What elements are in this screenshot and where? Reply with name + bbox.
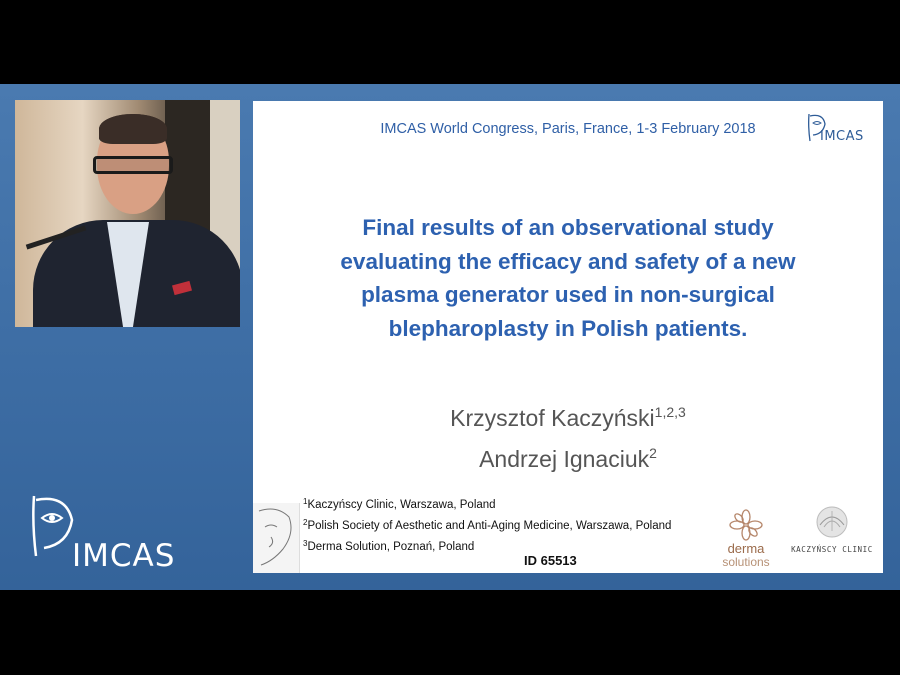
society-logo [253, 503, 300, 573]
author-line [253, 404, 883, 432]
affiliation-text: Polish Society of Aesthetic and Anti-Aging Medicine, Warszawa, Poland [307, 520, 672, 532]
author-affiliation-marks: 2 [649, 445, 657, 461]
affiliation-number: 1 [303, 497, 308, 506]
title-line: blepharoplasty in Polish patients. [388, 315, 748, 341]
affiliation-item [303, 493, 671, 514]
author-name: Krzysztof Kaczyński [450, 405, 655, 431]
derma-subname: solutions [722, 555, 770, 569]
slide-logo-text: IMCAS [820, 129, 864, 144]
affiliation-number: 3 [303, 539, 308, 548]
slide-title [283, 211, 853, 345]
author-line [253, 445, 883, 473]
video-stage [0, 84, 900, 590]
affiliation-text: Kaczyńscy Clinic, Warszawa, Poland [307, 499, 496, 511]
imcas-slide-logo [806, 113, 876, 147]
kaczynscy-clinic-logo [785, 505, 879, 565]
derma-solutions-logo [715, 509, 777, 569]
congress-header: IMCAS World Congress, Paris, France, 1-3 February 2018 [380, 121, 756, 137]
society-face-sketch-icon [253, 503, 299, 573]
imcas-side-logo [26, 494, 186, 574]
title-line: Final results of an observational study [362, 215, 774, 240]
title-line: evaluating the efficacy and safety of a new [340, 248, 796, 274]
affiliation-text: Derma Solution, Poznań, Poland [307, 541, 475, 553]
abstract-id: ID 65513 [524, 553, 577, 568]
affiliation-item [303, 535, 671, 556]
derma-flower-icon [729, 509, 763, 541]
affiliation-item [303, 514, 671, 535]
derma-name: derma [727, 541, 765, 556]
affiliations-list [303, 493, 671, 556]
affiliation-number: 2 [303, 518, 308, 527]
sidebar-logo-text: IMCAS [72, 538, 176, 574]
author-name: Andrzej Ignaciuk [479, 446, 650, 472]
presentation-slide [253, 101, 883, 573]
author-affiliation-marks: 1,2,3 [654, 404, 686, 420]
title-line: plasma generator used in non-surgical [361, 282, 775, 307]
clinic-name: KACZYŃSCY CLINIC [791, 545, 873, 554]
clinic-shell-icon [814, 505, 850, 539]
speaker-webcam [15, 100, 240, 327]
